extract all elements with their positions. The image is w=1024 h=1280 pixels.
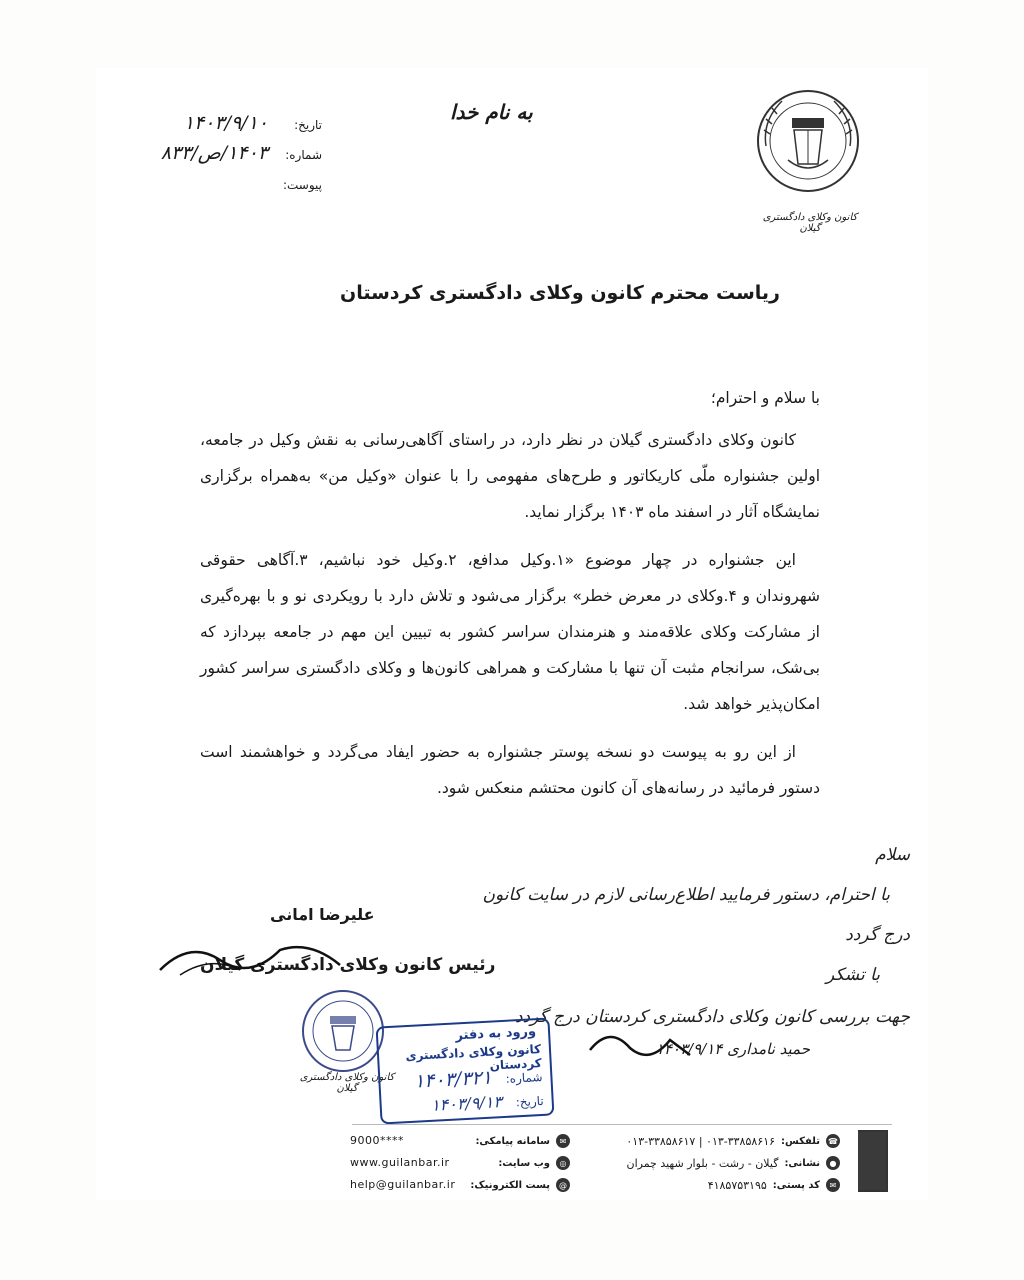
stamp-title: ورود به دفتر — [455, 1024, 537, 1044]
footer-phone — [600, 1130, 840, 1152]
location-icon: ● — [826, 1156, 840, 1170]
letter-meta — [152, 112, 322, 202]
letter-body — [200, 380, 820, 818]
official-seal-icon — [300, 988, 386, 1074]
globe-icon: ◎ — [556, 1156, 570, 1170]
signer-title: رئیس کانون وکلای دادگستری گیلان — [200, 955, 496, 975]
footer-postal — [600, 1174, 840, 1196]
footer-sms — [470, 1130, 570, 1152]
stamp-number-label: شماره: — [505, 1069, 543, 1086]
phone-value: ۰۱۳-۳۳۸۵۸۶۱۶ | ۰۱۳-۳۳۸۵۸۶۱۷ — [626, 1134, 776, 1148]
footer-bracket-decoration — [858, 1130, 888, 1192]
footer-online-values — [350, 1130, 460, 1196]
mail-icon: @ — [556, 1178, 570, 1192]
postal-value: ۴۱۸۵۷۵۳۱۹۵ — [707, 1178, 767, 1192]
email-label: پست الکترونیک: — [470, 1179, 550, 1191]
address-value: گیلان - رشت - بلوار شهید چمران — [626, 1156, 779, 1170]
footer-contact — [600, 1130, 840, 1196]
stamp-org: کانون وکلای دادگستری کردستان — [405, 1042, 543, 1073]
date-label: تاریخ: — [294, 118, 322, 132]
basmala-heading: به نام خدا — [450, 100, 533, 124]
bar-association-emblem-icon — [752, 86, 864, 196]
note-line: سلام — [875, 845, 910, 865]
footer-site — [470, 1152, 570, 1174]
footer-online-labels — [470, 1130, 570, 1196]
note-line: با تشکر — [826, 965, 880, 985]
note-line: جهت بررسی کانون وکلای دادگستری کردستان درج گردد — [514, 1007, 910, 1027]
phone-label: تلفکس: — [781, 1135, 820, 1147]
referral-handwriting: حمید نامداری ۱۴۰۳/۹/۱۴ — [655, 1040, 810, 1058]
phone-icon: ☎ — [826, 1134, 840, 1148]
seal-caption: کانون وکلای دادگستری گیلان — [299, 1072, 395, 1094]
stamp-date — [431, 1090, 545, 1115]
footer-email — [470, 1174, 570, 1196]
note-line: درج گردد — [845, 925, 910, 945]
signer-name: علیرضا امانی — [270, 905, 375, 924]
date-row — [152, 112, 322, 142]
email-link[interactable]: help@guilanbar.ir — [350, 1178, 456, 1191]
stamp-date-label: تاریخ: — [515, 1093, 545, 1110]
website-link[interactable]: www.guilanbar.ir — [350, 1156, 450, 1169]
sms-label: سامانه پیامکی: — [475, 1135, 550, 1147]
sms-icon: ✉ — [556, 1134, 570, 1148]
emblem-caption: کانون وکلای دادگستری گیلان — [762, 212, 858, 234]
footer-address — [600, 1152, 840, 1174]
stamp-number-value: ۱۴۰۳/۳۲۱ — [413, 1066, 493, 1093]
date-value: ۱۴۰۳/۹/۱۰ — [183, 112, 268, 134]
address-label: نشانی: — [784, 1157, 820, 1169]
recipient-heading: ریاست محترم کانون وکلای دادگستری کردستان — [340, 282, 780, 304]
number-row — [152, 142, 322, 172]
paragraph-3: از این رو به پیوست دو نسخه پوستر جشنواره به حضور ایفاد می‌گردد و خواهشمند است دستور فرمائید در رسانه‌های آن کانون محتشم منعکس شود. — [200, 743, 820, 797]
postal-icon: ✉ — [826, 1178, 840, 1192]
entry-stamp — [376, 1018, 555, 1125]
note-line: با احترام، دستور فرمایید اطلاع‌رسانی لازم در سایت کانون — [482, 885, 890, 905]
paragraph-2: این جشنواره در چهار موضوع «۱.وکیل مدافع، ۲.وکیل خود نباشیم، ۳.آگاهی حقوقی شهروندان و ۴.وکلای در معرض خطر» برگزار می‌شود و تلاش دارد با رویکردی نو و با بهره‌گیری از مشارکت وکلای علاقه‌مند و هنرمندان سراسر کشور به تبیین این مهم در جامعه بپردازد که بی‌شک، سرانجام مثبت آن تنها با مشارکت و همراهی کانون‌ها و وکلای دادگستری سراسر کشور امکان‌پذیر خواهد شد. — [200, 551, 820, 713]
attachment-row — [152, 172, 322, 202]
signature-scribble-icon — [150, 920, 350, 990]
greeting: با سلام و احترام؛ — [710, 389, 820, 407]
attachment-label: پیوست: — [282, 178, 322, 192]
postal-label: کد پستی: — [772, 1179, 820, 1191]
site-label: وب سایت: — [498, 1157, 550, 1169]
sms-value: 9000**** — [350, 1134, 404, 1147]
number-value: ۱۴۰۳/ص/۸۳۳ — [160, 142, 268, 164]
paragraph-1: کانون وکلای دادگستری گیلان در نظر دارد، در راستای آگاهی‌رسانی به نقش وکیل در جامعه، اولین جشنواره ملّی کاریکاتور و طرح‌های مفهومی را با عنوان «وکیل من» به‌همراه برگزاری نمایشگاه آثار در اسفند ماه ۱۴۰۳ برگزار نماید. — [200, 431, 820, 521]
footer-divider — [352, 1124, 892, 1125]
number-label: شماره: — [285, 148, 322, 162]
stamp-date-value: ۱۴۰۳/۹/۱۳ — [430, 1092, 503, 1115]
